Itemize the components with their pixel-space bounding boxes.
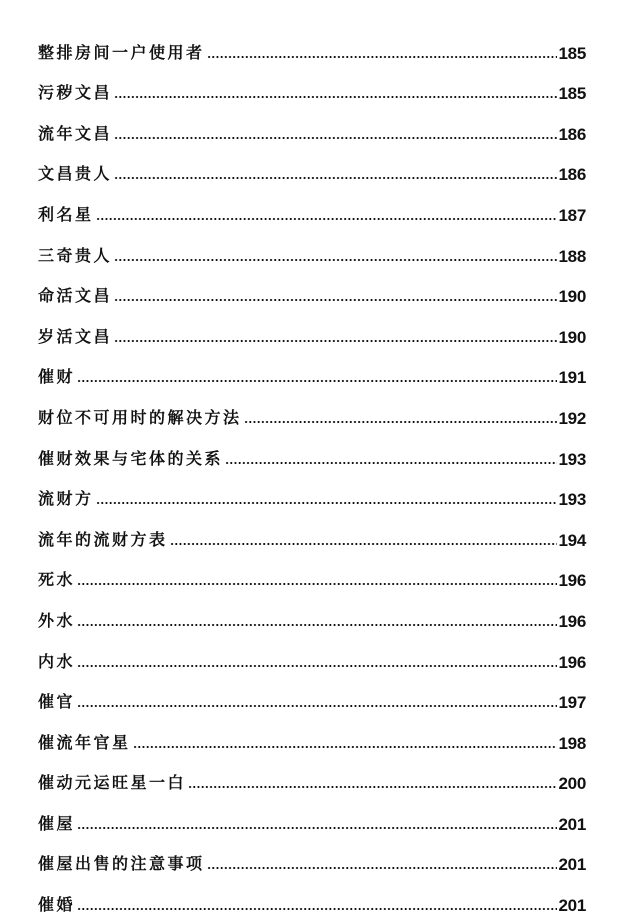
dot-leader [133, 746, 557, 748]
dot-leader [114, 177, 557, 179]
dot-leader [77, 380, 557, 382]
toc-entry-page: 200 [558, 774, 586, 794]
toc-entry-page: 194 [558, 530, 586, 550]
toc-entry-title: 文昌贵人 [38, 164, 113, 184]
toc-entry-page: 193 [558, 449, 586, 469]
toc-entry-page: 196 [558, 652, 586, 672]
toc-entry-title: 流年的流财方表 [38, 529, 168, 549]
toc-entry-title: 三奇贵人 [38, 245, 113, 265]
toc-entry-page: 186 [558, 165, 586, 185]
toc-entry-page: 196 [558, 611, 586, 631]
toc-entry-page: 190 [558, 327, 586, 347]
toc-entry-title: 催婚 [38, 895, 76, 915]
toc-entry-title: 催流年官星 [38, 732, 131, 752]
dot-leader [188, 786, 557, 788]
toc-entry [38, 596, 586, 637]
toc-entry-page: 201 [558, 855, 586, 875]
toc-entry-page: 186 [558, 124, 586, 144]
dot-leader [77, 624, 557, 626]
toc-entry-title: 利名星 [38, 204, 94, 224]
toc-entry [38, 393, 586, 434]
toc-entry-title: 催财效果与宅体的关系 [38, 448, 224, 468]
dot-leader [114, 259, 557, 261]
dot-leader [244, 421, 557, 423]
dot-leader [225, 462, 557, 464]
toc-entry-title: 外水 [38, 610, 76, 630]
toc-entry-page: 201 [558, 896, 586, 916]
toc-entry-title: 流财方 [38, 489, 94, 509]
toc-entry-page: 197 [558, 693, 586, 713]
toc-entry-page: 191 [558, 368, 586, 388]
dot-leader [114, 137, 557, 139]
toc-entry-title: 流年文昌 [38, 123, 113, 143]
toc-entry-page: 185 [558, 84, 586, 104]
toc-entry-page: 193 [558, 490, 586, 510]
toc-entry [38, 272, 586, 313]
toc-entry [38, 475, 586, 516]
dot-leader [77, 908, 557, 910]
toc-entry [38, 880, 586, 921]
dot-leader [77, 583, 557, 585]
toc-entry [38, 840, 586, 881]
toc-entry [38, 150, 586, 191]
toc-entry-title: 命活文昌 [38, 286, 113, 306]
toc-entry [38, 353, 586, 394]
dot-leader [114, 299, 557, 301]
toc-entry-title: 内水 [38, 651, 76, 671]
dot-leader [170, 543, 557, 545]
toc-entry-title: 催屋 [38, 813, 76, 833]
toc-entry [38, 28, 586, 69]
toc-entry [38, 231, 586, 272]
toc-entry-title: 催动元运旺星一白 [38, 773, 187, 793]
toc-entry-page: 198 [558, 733, 586, 753]
toc-entry-title: 催屋出售的注意事项 [38, 854, 205, 874]
toc-entry-title: 污秽文昌 [38, 83, 113, 103]
dot-leader [77, 827, 557, 829]
toc-entry [38, 69, 586, 110]
dot-leader [96, 218, 557, 220]
toc-entry-page: 201 [558, 814, 586, 834]
toc-entry [38, 190, 586, 231]
toc-entry-title: 死水 [38, 570, 76, 590]
dot-leader [96, 502, 557, 504]
table-of-contents [38, 28, 586, 921]
toc-entry-title: 催官 [38, 692, 76, 712]
toc-entry-title: 岁活文昌 [38, 326, 113, 346]
toc-entry-page: 190 [558, 287, 586, 307]
dot-leader [114, 340, 557, 342]
toc-entry-page: 192 [558, 408, 586, 428]
toc-entry [38, 109, 586, 150]
toc-entry-page: 196 [558, 571, 586, 591]
dot-leader [207, 56, 557, 58]
toc-entry-title: 催财 [38, 367, 76, 387]
toc-entry [38, 759, 586, 800]
toc-entry [38, 718, 586, 759]
dot-leader [77, 665, 557, 667]
dot-leader [77, 705, 557, 707]
toc-entry-page: 187 [558, 205, 586, 225]
toc-entry [38, 434, 586, 475]
dot-leader [114, 96, 557, 98]
toc-entry [38, 515, 586, 556]
toc-entry-page: 188 [558, 246, 586, 266]
toc-entry [38, 556, 586, 597]
dot-leader [207, 867, 557, 869]
toc-entry [38, 312, 586, 353]
toc-entry [38, 678, 586, 719]
toc-entry [38, 637, 586, 678]
toc-entry-page: 185 [558, 43, 586, 63]
toc-entry-title: 整排房间一户使用者 [38, 42, 205, 62]
toc-entry [38, 799, 586, 840]
toc-entry-title: 财位不可用时的解决方法 [38, 407, 242, 427]
